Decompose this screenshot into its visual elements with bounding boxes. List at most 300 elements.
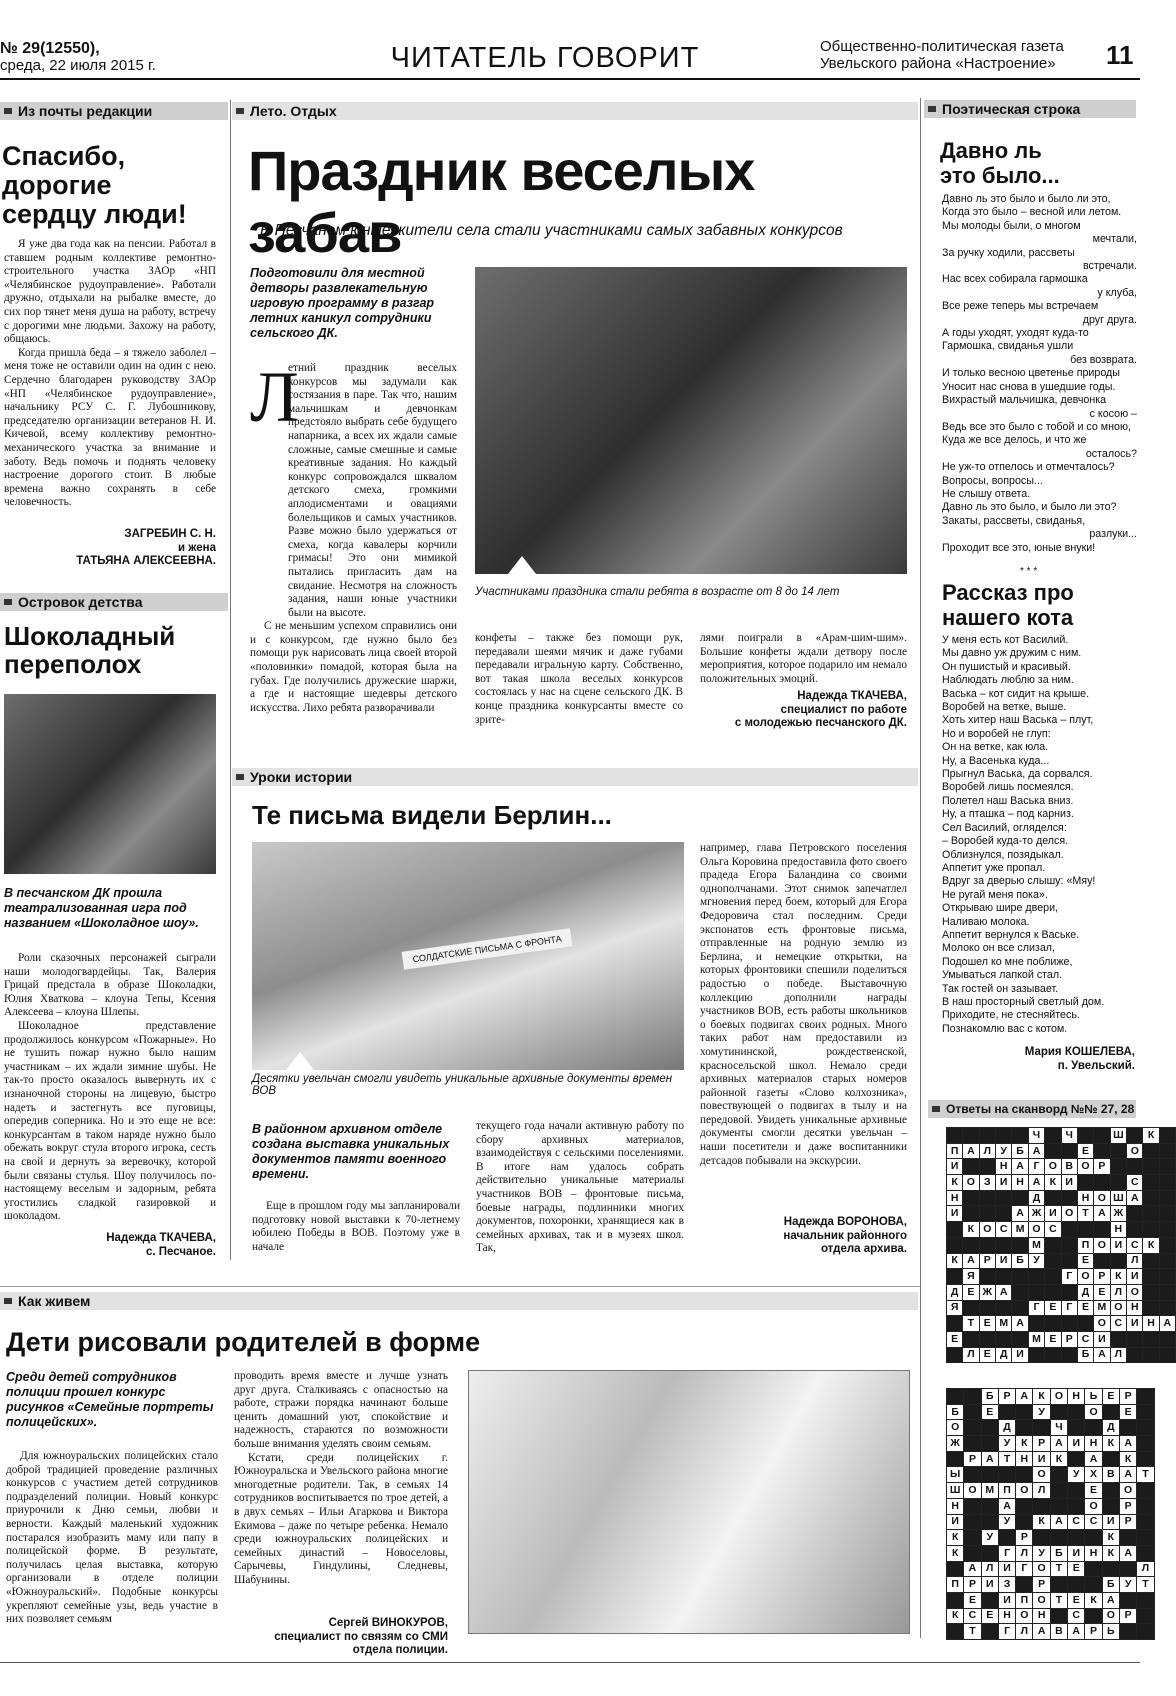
crossword-cell: С <box>996 1222 1012 1238</box>
crossword-cell: О <box>1119 1483 1136 1499</box>
crossword-cell: Д <box>998 1420 1015 1436</box>
police-signature <box>234 1617 448 1658</box>
crossword-block <box>1016 1404 1033 1420</box>
crossword-cell: Ш <box>1110 1128 1127 1144</box>
crossword-cell: И <box>1068 1545 1085 1561</box>
crossword-row <box>947 1237 1176 1253</box>
crossword-block <box>1137 1389 1154 1405</box>
crossword-block <box>1159 1128 1175 1144</box>
crossword-cell: А <box>963 1143 979 1159</box>
crossword-cell: Г <box>1061 1269 1077 1285</box>
crossword-cell: К <box>947 1253 963 1269</box>
crossword-cell: Е <box>1102 1389 1119 1405</box>
signature-line: Сергей ВИНОКУРОВ, <box>328 1617 448 1629</box>
crossword-block <box>963 1300 979 1316</box>
crossword-block <box>947 1592 964 1608</box>
crossword-row <box>947 1530 1155 1546</box>
poem-line: Мы молоды были, о многом <box>942 219 1081 232</box>
crossword-block <box>1127 1128 1143 1144</box>
crossword-block <box>996 1206 1012 1222</box>
crossword-block <box>1143 1190 1159 1206</box>
crossword-row <box>947 1347 1176 1363</box>
paragraph: Я уже два года как на пенсии. Работал в ставшем родным коллективе ремонтно-строительного участка ЗАОр «НП «Челябинское рудоуправление». Работали дружно, отдыхали на рыбалке вместе, до сих пор тянет меня душа на работу, встречу с дорогими мне людьми. Захожу на работу, общаюсь. <box>4 238 216 346</box>
crossword-cell: Ь <box>1085 1389 1102 1405</box>
crossword-row <box>947 1467 1155 1483</box>
crossword-cell: К <box>1033 1389 1050 1405</box>
crossword-cell: К <box>947 1608 964 1624</box>
crossword-block <box>1102 1451 1119 1467</box>
crossword-block <box>1143 1284 1159 1300</box>
poem-line: Ну, а пташка – под карниз. <box>942 808 1074 821</box>
crossword-cell: А <box>998 1498 1015 1514</box>
signature-line: специалист по связям со СМИ <box>274 1630 448 1643</box>
crossword-cell: М <box>981 1483 998 1499</box>
crossword-cell: О <box>1033 1592 1050 1608</box>
crossword-row <box>947 1420 1155 1436</box>
poem-line: Мы давно уж дружим с ним. <box>942 647 1082 660</box>
signature-line: с молодежью песчанского ДК. <box>734 717 907 729</box>
crossword-cell: А <box>1016 1389 1033 1405</box>
poem-line: Умываться лапкой стал. <box>942 969 1063 982</box>
crossword-row <box>947 1389 1155 1405</box>
crossword-row <box>947 1316 1176 1332</box>
crossword-block <box>1012 1284 1028 1300</box>
crossword-cell: А <box>1033 1624 1050 1640</box>
crossword-row <box>947 1175 1176 1191</box>
paragraph: лями поиграли в «Арам-шим-шим». Большие конфеты ждали детвору после мероприятия, которое подарило им немало положительных эмоций. <box>700 632 907 685</box>
crossword-cell: Б <box>981 1389 998 1405</box>
kids-title <box>4 622 229 678</box>
crossword-block <box>1137 1404 1154 1420</box>
crossword-cell: И <box>947 1159 963 1175</box>
poem-line: с косою – <box>1089 407 1137 420</box>
poem-line: У меня есть кот Василий. <box>942 634 1069 646</box>
crossword-cell: В <box>1061 1159 1077 1175</box>
crossword-block <box>1012 1331 1028 1347</box>
crossword-block <box>1137 1624 1154 1640</box>
crossword-cell: Р <box>1094 1159 1110 1175</box>
history-body-col3 <box>700 842 907 1168</box>
crossword-row <box>947 1545 1155 1561</box>
crossword-block <box>964 1420 981 1436</box>
crossword-block <box>1028 1284 1044 1300</box>
crossword-row <box>947 1498 1155 1514</box>
crossword-block <box>1159 1331 1175 1347</box>
crossword-cell: И <box>1045 1206 1061 1222</box>
title-line: Давно ль <box>940 138 1042 163</box>
crossword-row <box>947 1561 1155 1577</box>
poem-line: Облизнулся, позядыкал. <box>942 848 1064 861</box>
crossword-cell: Е <box>1068 1592 1085 1608</box>
crossword-block <box>1050 1483 1067 1499</box>
paper-name-line1: Общественно-политическая газета <box>820 38 1064 55</box>
crossword-cell: З <box>979 1175 995 1191</box>
crossword-cell: Л <box>1016 1624 1033 1640</box>
title-line: Шоколадный <box>4 621 176 651</box>
crossword-block <box>979 1206 995 1222</box>
poem-line: Воробей лишь посмеялся. <box>942 781 1074 794</box>
crossword-cell: О <box>1085 1404 1102 1420</box>
paragraph: проводить время вместе и лучше узнать друг друга. Сталкиваясь с опасностью на работе, стражи порядка начинают больше ценить домашний уют, спокойствие и надежность, стараются по возможности больше внимания уделять своим семьям. <box>234 1370 448 1450</box>
crossword-row <box>947 1300 1176 1316</box>
signature-line: Надежда ВОРОНОВА, <box>783 1216 907 1228</box>
poem-line: Куда же все делось, и что же <box>942 434 1087 447</box>
issue-number: № 29(12550), <box>0 40 100 57</box>
crossword-cell: Т <box>1050 1561 1067 1577</box>
crossword-block <box>979 1190 995 1206</box>
crossword-cell: И <box>1127 1316 1143 1332</box>
crossword-cell: К <box>947 1545 964 1561</box>
crossword-block <box>1045 1284 1061 1300</box>
history-caption: Десятки увельчан смогли увидеть уникальные архивные документы времен ВОВ <box>252 1073 673 1097</box>
crossword-row <box>947 1143 1176 1159</box>
crossword-cell: О <box>1045 1159 1061 1175</box>
crossword-block <box>963 1159 979 1175</box>
crossword-cell: Д <box>1028 1190 1044 1206</box>
crossword-block <box>1061 1222 1077 1238</box>
crossword-block <box>947 1222 963 1238</box>
crossword-cell: А <box>1159 1316 1175 1332</box>
poem-line: Не уж-то отпелось и отмечталось? <box>942 461 1115 474</box>
crossword-cell: О <box>1061 1206 1077 1222</box>
crossword-block <box>981 1467 998 1483</box>
poem-line: В наш просторный светлый дом. <box>942 995 1105 1008</box>
crossword-cell: С <box>1077 1331 1093 1347</box>
crossword-cell: Я <box>947 1300 963 1316</box>
crossword-cell: Т <box>1050 1592 1067 1608</box>
poem1-title <box>940 138 1140 188</box>
paper-name <box>820 38 1090 72</box>
poem-line: Аппетит вернулся к Ваське. <box>942 928 1080 941</box>
crossword-cell: И <box>1102 1514 1119 1530</box>
crossword-cell: К <box>1119 1451 1136 1467</box>
letters-signature <box>4 528 216 569</box>
crossword-cell: Е <box>1077 1300 1093 1316</box>
crossword-block <box>981 1592 998 1608</box>
crossword-row <box>947 1159 1176 1175</box>
crossword-block <box>1137 1420 1154 1436</box>
crossword-cell: Л <box>1127 1253 1143 1269</box>
crossword-block <box>1143 1347 1159 1363</box>
crossword-cell: У <box>998 1514 1015 1530</box>
crossword-cell: К <box>947 1530 964 1546</box>
crossword-cell: Н <box>1143 1316 1159 1332</box>
signature-line: с. Песчаное. <box>145 1245 216 1258</box>
crossword-block <box>1102 1561 1119 1577</box>
rubric-crossword: Ответы на сканворд №№ 27, 28 <box>928 1100 1136 1118</box>
crossword-block <box>1016 1420 1033 1436</box>
crossword-cell: Л <box>1137 1561 1154 1577</box>
column-divider <box>230 100 231 1260</box>
crossword-row <box>947 1404 1155 1420</box>
crossword-cell: И <box>947 1206 963 1222</box>
crossword-cell: Т <box>998 1451 1015 1467</box>
crossword-block <box>947 1128 963 1144</box>
letters-body <box>4 238 216 510</box>
crossword-block <box>1137 1483 1154 1499</box>
crossword-block <box>947 1237 963 1253</box>
crossword-cell: Н <box>1085 1436 1102 1452</box>
crossword-cell: У <box>996 1143 1012 1159</box>
crossword-cell: И <box>998 1561 1015 1577</box>
crossword-cell: Р <box>1016 1530 1033 1546</box>
poem-line: Все реже теперь мы встречаем <box>942 300 1099 313</box>
crossword-cell: А <box>981 1451 998 1467</box>
crossword-block <box>1028 1269 1044 1285</box>
kids-lead: В песчанском ДК прошла театрализованная игра под названием «Шоколадное шоу». <box>4 886 199 930</box>
crossword-block <box>1068 1530 1085 1546</box>
crossword-cell: К <box>1102 1530 1119 1546</box>
crossword-block <box>1159 1253 1175 1269</box>
paragraph: текущего года начали активную работу по сбору архивных материалов, взаимодействуя с сельскими поселениями. В итоге нам удалось собрать действительно уникальные материалы участников ВОВ – фронтовые письма, боевые награды, подлинники многих документов, похоронки, хранящиеся как в семейных архивах, так и в музеях школ. Так, <box>476 1120 684 1255</box>
poem-line: Так гостей он зазывает. <box>942 982 1059 995</box>
crossword-block <box>996 1331 1012 1347</box>
crossword-block <box>1045 1190 1061 1206</box>
crossword-cell: Е <box>1094 1284 1110 1300</box>
poem-line: За ручку ходили, рассветы <box>942 246 1075 259</box>
poem-line: Не ругай меня пока». <box>942 888 1048 901</box>
crossword-cell: И <box>947 1514 964 1530</box>
paragraph: Для южноуральских полицейских стало доброй традицией проведение различных конкурсов с участием детей сотрудников подразделений полиции. Новый конкурс приурочили к Дню семьи, любви и верности. Каждый маленький художник постарался изобразить маму или папу в полицейской форме. В результате, получилась целая выставка, которую организовали в отделе полиции «Южноуральский». Подобные конкурсы укрепляют семейные узы, ведь участие в них позволяет семьям <box>6 1450 218 1626</box>
crossword-cell: З <box>998 1577 1015 1593</box>
crossword-block <box>963 1206 979 1222</box>
crossword-cell: Б <box>1077 1347 1093 1363</box>
crossword-block <box>998 1467 1015 1483</box>
crossword-block <box>947 1451 964 1467</box>
crossword-block <box>1016 1467 1033 1483</box>
crossword-block <box>947 1561 964 1577</box>
crossword-cell: О <box>1077 1269 1093 1285</box>
rubric-summer: Лето. Отдых <box>232 102 918 120</box>
crossword-block <box>1077 1175 1093 1191</box>
crossword-row <box>947 1608 1155 1624</box>
crossword-cell: П <box>947 1143 963 1159</box>
crossword-block <box>1094 1128 1110 1144</box>
crossword-cell: Е <box>1077 1143 1093 1159</box>
crossword-block <box>979 1300 995 1316</box>
crossword-cell: С <box>1110 1316 1127 1332</box>
crossword-cell: Х <box>1085 1467 1102 1483</box>
title-line: Спасибо, <box>2 141 126 171</box>
poem-line: Подошел ко мне поближе, <box>942 955 1073 968</box>
crossword-block <box>979 1269 995 1285</box>
summer-dropcap: Л <box>250 357 299 437</box>
crossword-cell: Н <box>996 1159 1012 1175</box>
crossword-cell: Л <box>963 1347 979 1363</box>
crossword-cell: Л <box>979 1143 995 1159</box>
crossword-block <box>1110 1331 1127 1347</box>
crossword-cell: Е <box>964 1592 981 1608</box>
crossword-row <box>947 1253 1176 1269</box>
crossword-block <box>1137 1498 1154 1514</box>
crossword-cell: Е <box>981 1404 998 1420</box>
crossword-block <box>1028 1347 1044 1363</box>
crossword-cell: И <box>1033 1451 1050 1467</box>
crossword-block <box>1159 1300 1175 1316</box>
crossword-cell: Л <box>1110 1284 1127 1300</box>
crossword-block <box>981 1545 998 1561</box>
crossword-cell: Р <box>1061 1331 1077 1347</box>
crossword-block <box>1050 1530 1067 1546</box>
poem-line: Ведь все это было с тобой и со мною, <box>942 420 1131 433</box>
title-line: нашего кота <box>942 605 1074 630</box>
summer-photo <box>475 267 907 574</box>
crossword-block <box>947 1347 963 1363</box>
poem-line: Вихрастый мальчишка, девчонка <box>942 394 1107 407</box>
summer-caption: Участниками праздника стали ребята в возрасте от 8 до 14 лет <box>475 586 840 598</box>
signature-line: отдела архива. <box>820 1243 907 1255</box>
crossword-block <box>1085 1577 1102 1593</box>
crossword-block <box>1110 1253 1127 1269</box>
crossword-cell: Е <box>963 1284 979 1300</box>
crossword-block <box>1012 1269 1028 1285</box>
crossword-cell: Р <box>998 1389 1015 1405</box>
paper-name-line2: Увельского района «Настроение» <box>820 55 1056 72</box>
crossword-cell: К <box>1143 1128 1159 1144</box>
crossword-block <box>1033 1420 1050 1436</box>
crossword-cell: Н <box>947 1190 963 1206</box>
rubric-police: Как живем <box>0 1292 918 1310</box>
signature-line: п. Увельский. <box>1057 1059 1135 1072</box>
crossword-block <box>1143 1143 1159 1159</box>
crossword-cell: А <box>1119 1436 1136 1452</box>
rubric-letters: Из почты редакции <box>0 102 228 120</box>
crossword-cell: М <box>1094 1300 1110 1316</box>
crossword-cell: Л <box>1033 1483 1050 1499</box>
crossword-row <box>947 1483 1155 1499</box>
crossword-cell: О <box>947 1420 964 1436</box>
summer-body-col2 <box>475 632 683 727</box>
paragraph: например, глава Петровского поселения Ольга Коровина предоставила фото своего прадеда Егора Баландина со своими однополчанами. Этот снимок запечатлел мгновения перед боем, который для Егора Федоровича стал последним. Среди экспонатов есть фронтовые письма, отправленные на родную землю из Берлина, и немецкие открытки, на которых фронтовики спешили поделиться радостью о победе. Выставочную коллекцию дополнили награды участников ВОВ, есть работы школьников о боевых подвигах своих родных. Много таких работ нам предоставили из хомутининской, рождественской, красносельской школ. Немало среди архивных материалов старых номеров районной газеты «Слово колхозника», повествующей о подвигах в тылу и на передовой. Увидеть уникальные архивные документы смогли десятки увельчан – наши посетители и даже воспитанники детсадов побывали на экскурсии. <box>700 842 907 1167</box>
crossword-cell: Ч <box>1050 1420 1067 1436</box>
crossword-block <box>1159 1237 1175 1253</box>
crossword-block <box>1159 1190 1175 1206</box>
crossword-block <box>1050 1577 1067 1593</box>
crossword-block <box>1127 1206 1143 1222</box>
crossword-block <box>1127 1347 1143 1363</box>
crossword-block <box>1094 1175 1110 1191</box>
letters-title <box>2 142 227 229</box>
crossword-cell: А <box>1094 1206 1110 1222</box>
crossword-cell: Ч <box>1028 1128 1044 1144</box>
crossword-cell: А <box>1028 1175 1044 1191</box>
crossword-block <box>1143 1159 1159 1175</box>
crossword-cell: С <box>1127 1175 1143 1191</box>
crossword-block <box>1094 1222 1110 1238</box>
crossword-cell: А <box>963 1253 979 1269</box>
crossword-cell: А <box>1102 1592 1119 1608</box>
crossword-cell: Н <box>1085 1545 1102 1561</box>
crossword-block <box>964 1514 981 1530</box>
poem-line: Открываю шире двери, <box>942 902 1059 915</box>
crossword-cell: Н <box>1127 1300 1143 1316</box>
signature-line: Мария КОШЕЛЕВА, <box>1024 1046 1135 1058</box>
poem-line: И только весною цветенье природы <box>942 367 1120 380</box>
crossword-block <box>964 1545 981 1561</box>
crossword-block <box>1143 1253 1159 1269</box>
summer-signature <box>690 690 907 731</box>
crossword-cell: О <box>1102 1608 1119 1624</box>
crossword-block <box>1119 1530 1136 1546</box>
crossword-block <box>1159 1206 1175 1222</box>
poem-line: Воробей на ветке, выше. <box>942 701 1067 714</box>
summer-body-col1 <box>250 357 457 715</box>
summer-title: Праздник веселых забав <box>248 139 755 264</box>
column-divider <box>920 98 921 1638</box>
crossword-cell: Б <box>1050 1545 1067 1561</box>
rubric-history: Уроки истории <box>232 768 918 786</box>
poem-line: Хоть хитер наш Васька – плут, <box>942 714 1094 727</box>
poem-line: Ну, а Васенька куда... <box>942 754 1050 767</box>
crossword-cell: И <box>1068 1436 1085 1452</box>
crossword-block <box>996 1190 1012 1206</box>
crossword-block <box>1159 1143 1175 1159</box>
crossword-cell: К <box>963 1222 979 1238</box>
crossword-cell: Р <box>1119 1498 1136 1514</box>
crossword-cell: Б <box>947 1404 964 1420</box>
crossword-cell: Г <box>1016 1561 1033 1577</box>
crossword-block <box>963 1331 979 1347</box>
crossword-block <box>1028 1316 1044 1332</box>
poem-line: Уносит нас снова в ушедшие годы. <box>942 380 1116 393</box>
crossword-block <box>947 1316 963 1332</box>
crossword-block <box>1077 1316 1093 1332</box>
crossword-cell: Е <box>1077 1253 1093 1269</box>
crossword-block <box>1068 1404 1085 1420</box>
poem-line: Сел Василий, огляделся: <box>942 821 1067 834</box>
signature-line: Надежда ТКАЧЕВА, <box>797 690 907 702</box>
paragraph: С не меньшим успехом справились они и с конкурсом, где нужно было без помощи рук нарисовать лица своей второй «половинки» помадой, которая была на губах. Где получились дружеские шаржи, а где и настоящие шедевры детского искусства. Лихо ребята разворачивали <box>250 620 457 714</box>
crossword-block <box>964 1467 981 1483</box>
crossword-cell: А <box>1012 1159 1028 1175</box>
crossword-cell: У <box>981 1530 998 1546</box>
poem-line: Вдруг за дверью слышу: «Мяу! <box>942 875 1096 888</box>
crossword-cell: С <box>1068 1608 1085 1624</box>
crossword-cell: У <box>1033 1404 1050 1420</box>
crossword-cell: Д <box>1102 1420 1119 1436</box>
crossword-block <box>1137 1592 1154 1608</box>
signature-line: отдела полиции. <box>352 1644 448 1656</box>
crossword-block <box>1061 1143 1077 1159</box>
crossword-cell: Н <box>1033 1608 1050 1624</box>
crossword-block <box>1050 1498 1067 1514</box>
kids-signature <box>4 1232 216 1259</box>
crossword-block <box>1068 1420 1085 1436</box>
crossword-block <box>1061 1237 1077 1253</box>
crossword-block <box>1061 1316 1077 1332</box>
crossword-block <box>1077 1128 1093 1144</box>
crossword-block <box>979 1128 995 1144</box>
crossword-row <box>947 1436 1155 1452</box>
crossword-cell: Р <box>964 1577 981 1593</box>
poetry-signature <box>930 1046 1135 1073</box>
poem-line: у клуба, <box>1097 286 1137 299</box>
crossword-block <box>998 1530 1015 1546</box>
crossword-block <box>996 1237 1012 1253</box>
crossword-cell: Ж <box>979 1284 995 1300</box>
rubric-kids: Островок детства <box>0 593 228 611</box>
paragraph: етний праздник веселых конкурсов мы задумали как состязания в паре. Так что, нашим мальчишкам и девчонкам предстояло выбрать себе будущего напарника, а всех их ждали самые сложные, самые смешные и самые креативные задания. Но каждый конкурс сопровождался шквалом детского смеха, громкими аплодисментами и овациями болельщиков и самых участников. Разве можно было удержаться от смеха, когда кавалеры корчили гримасы! Это они мимикой пытались пригласить дам на свидание. Несмотря на сложность задания, наши юные участники были на высоте. <box>288 362 457 619</box>
kids-photo <box>4 694 216 874</box>
poem2-title <box>942 580 1142 630</box>
crossword-cell: Д <box>996 1347 1012 1363</box>
crossword-row <box>947 1206 1176 1222</box>
crossword-block <box>963 1237 979 1253</box>
crossword-cell: К <box>1050 1451 1067 1467</box>
paragraph: Еще в прошлом году мы запланировали подготовку новой выставки к 70-летнему юбилею Победы в ВОВ. Поэтому уже в начале <box>252 1200 460 1253</box>
crossword-block <box>1045 1143 1061 1159</box>
crossword-block <box>1143 1206 1159 1222</box>
